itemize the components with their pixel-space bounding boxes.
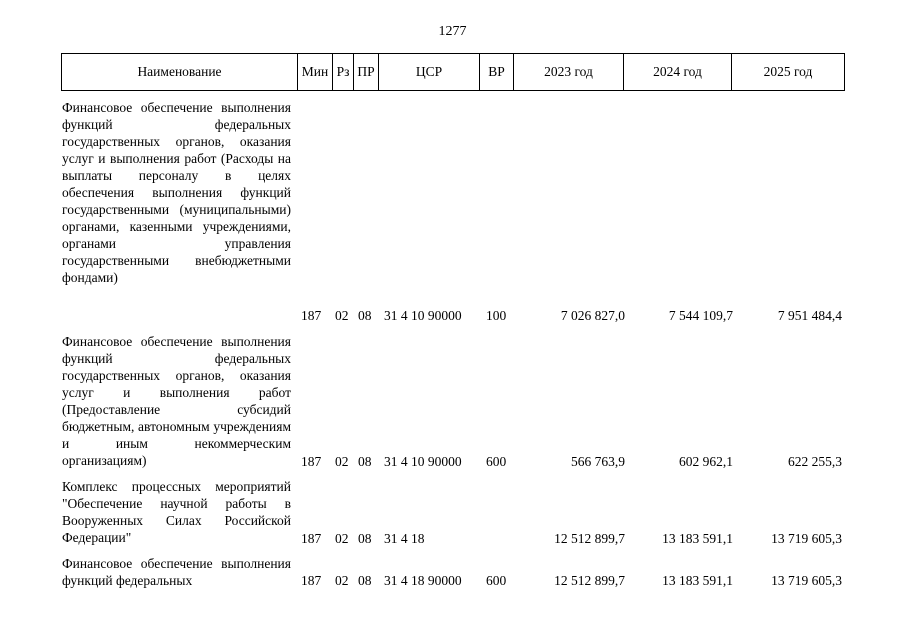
- header-name: Наименование: [62, 54, 298, 90]
- header-year-2024: 2024 год: [624, 54, 732, 90]
- row-min: 187: [301, 454, 322, 469]
- table-header: [61, 53, 845, 91]
- row-2025: 13 719 605,3: [771, 573, 842, 588]
- row-name: Финансовое обеспечение выполнения функций федеральных государственных органов, оказания услуг и выполнения работ (Предоставление субсидий бюджетным, автономным учреждениям и иным некоммерческим организациям): [62, 334, 291, 468]
- row-csr: 31 4 10 90000: [384, 454, 462, 469]
- row-2024: 13 183 591,1: [662, 573, 733, 588]
- row-2023: 566 763,9: [571, 454, 625, 469]
- row-2023: 12 512 899,7: [554, 531, 625, 546]
- row-rz: 02: [335, 531, 349, 546]
- row-pr: 08: [358, 573, 372, 588]
- row-min: 187: [301, 573, 322, 588]
- row-csr: 31 4 18: [384, 531, 425, 546]
- header-pr: ПР: [354, 54, 379, 90]
- row-name: Комплекс процессных мероприятий "Обеспечение научной работы в Вооруженных Силах Российской Федерации": [62, 479, 291, 545]
- row-2024: 602 962,1: [679, 454, 733, 469]
- row-rz: 02: [335, 573, 349, 588]
- page-number: 1277: [438, 24, 467, 39]
- row-name: Финансовое обеспечение выполнения функций федеральных государственных органов, оказания услуг и выполнения работ (Расходы на выплаты персоналу в целях обеспечения выполнения функций государственными (муниципальными) органами, казенными учреждениями, органами управления государственными внебюджетными фондами): [62, 100, 291, 285]
- header-year-2023: 2023 год: [514, 54, 624, 90]
- row-vr: 600: [486, 573, 507, 588]
- row-pr: 08: [358, 531, 372, 546]
- row-2024: 7 544 109,7: [668, 308, 733, 323]
- row-pr: 08: [358, 454, 372, 469]
- header-vr: ВР: [480, 54, 514, 90]
- header-min: Мин: [298, 54, 333, 90]
- row-2025: 13 719 605,3: [771, 531, 842, 546]
- row-2024: 13 183 591,1: [662, 531, 733, 546]
- row-min: 187: [301, 531, 322, 546]
- header-year-2025: 2025 год: [763, 64, 813, 79]
- row-csr: 31 4 18 90000: [384, 573, 462, 588]
- row-rz: 02: [335, 454, 349, 469]
- row-2025: 7 951 484,4: [777, 308, 842, 323]
- row-vr: 600: [486, 454, 507, 469]
- header-rz: Рз: [333, 54, 354, 90]
- row-min: 187: [301, 308, 322, 323]
- row-2025: 622 255,3: [788, 454, 842, 469]
- row-csr: 31 4 10 90000: [384, 308, 462, 323]
- row-2023: 12 512 899,7: [554, 573, 625, 588]
- row-name: Финансовое обеспечение выполнения функций федеральных: [62, 556, 291, 588]
- row-rz: 02: [335, 308, 349, 323]
- header-csr: ЦСР: [379, 54, 480, 90]
- row-pr: 08: [358, 308, 372, 323]
- row-vr: 100: [486, 308, 507, 323]
- row-2023: 7 026 827,0: [560, 308, 625, 323]
